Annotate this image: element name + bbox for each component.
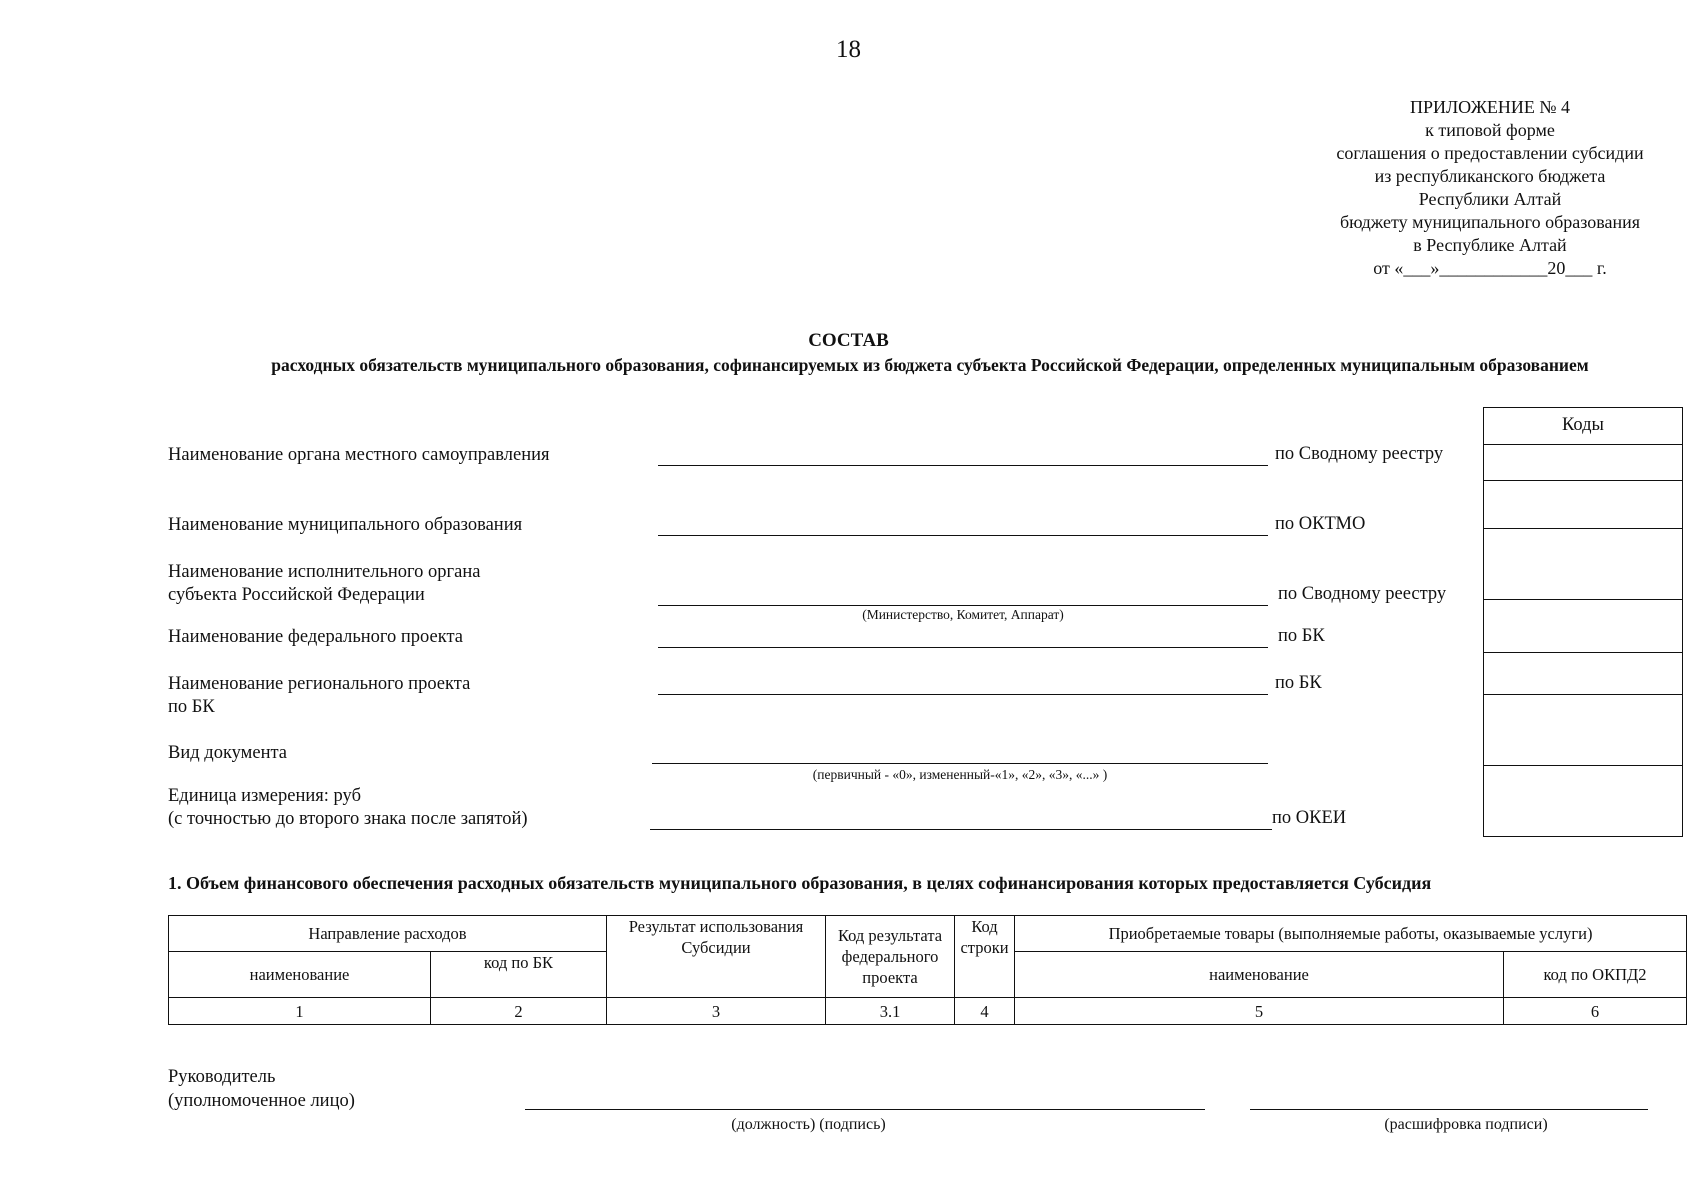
federal-project-label: Наименование федерального проекта <box>168 627 464 647</box>
unit-field[interactable] <box>650 829 1272 830</box>
unit-label-line: Единица измерения: руб <box>168 786 361 806</box>
local-gov-label: Наименование органа местного самоуправления <box>168 445 550 465</box>
local-gov-field[interactable] <box>658 465 1268 466</box>
header-result: Результат использования Субсидии <box>607 916 826 998</box>
column-number: 2 <box>431 998 607 1025</box>
column-number: 4 <box>955 998 1015 1025</box>
signature-label <box>168 1065 355 1113</box>
appendix-header <box>1300 96 1680 280</box>
signature-label-line: (уполномоченное лицо) <box>168 1091 355 1111</box>
municipality-code-label: по ОКТМО <box>1275 514 1366 534</box>
municipality-label: Наименование муниципального образования <box>168 515 523 535</box>
signature-decoding-field[interactable] <box>1250 1109 1648 1110</box>
signature-decoding-hint: (расшифровка подписи) <box>1384 1116 1548 1133</box>
column-number: 3.1 <box>826 998 955 1025</box>
codes-divider <box>1484 694 1682 695</box>
unit-label-line: (с точностью до второго знака после запятой) <box>168 809 528 829</box>
section-1-title: 1. Объем финансового обеспечения расходных обязательств муниципального образования, в целях софинансирования которых предоставляется Субсидия <box>168 873 1432 893</box>
column-number: 5 <box>1015 998 1504 1025</box>
codes-divider <box>1484 528 1682 529</box>
regional-project-label-line: по БК <box>168 697 215 717</box>
column-number: 1 <box>169 998 431 1025</box>
codes-divider <box>1484 599 1682 600</box>
signature-label-line: Руководитель <box>168 1067 276 1087</box>
codes-header: Коды <box>1484 408 1682 445</box>
appendix-line: в Республике Алтай <box>1413 235 1567 255</box>
executive-body-code-label: по Сводному реестру <box>1278 584 1447 604</box>
expenditure-table <box>168 915 1687 1025</box>
unit-code-label: по ОКЕИ <box>1272 808 1347 828</box>
page-number: 18 <box>836 36 861 63</box>
codes-divider <box>1484 652 1682 653</box>
regional-project-code-label: по БК <box>1275 673 1322 693</box>
codes-divider <box>1484 480 1682 481</box>
regional-project-field[interactable] <box>658 694 1268 695</box>
appendix-line: Республики Алтай <box>1418 189 1562 209</box>
federal-project-field[interactable] <box>658 647 1268 648</box>
doc-type-label: Вид документа <box>168 743 288 763</box>
header-goods: Приобретаемые товары (выполняемые работы, оказываемые услуги) <box>1015 916 1687 952</box>
executive-body-label-line: субъекта Российской Федерации <box>168 585 425 605</box>
executive-body-label-line: Наименование исполнительного органа <box>168 562 481 582</box>
header-direction: Направление расходов <box>169 916 607 952</box>
appendix-line: соглашения о предоставлении субсидии <box>1336 143 1644 163</box>
doc-type-field[interactable] <box>652 763 1268 764</box>
appendix-line: ПРИЛОЖЕНИЕ № 4 <box>1409 97 1571 117</box>
column-number: 6 <box>1504 998 1687 1025</box>
municipality-field[interactable] <box>658 535 1268 536</box>
doc-type-hint: (первичный - «0», измененный-«1», «2», «3», «...» ) <box>812 767 1108 782</box>
position-signature-field[interactable] <box>525 1109 1205 1110</box>
executive-body-field[interactable] <box>658 605 1268 606</box>
header-goods-okpd: код по ОКПД2 <box>1504 952 1687 998</box>
document-subtitle: расходных обязательств муниципального образования, софинансируемых из бюджета субъекта Российской Федерации, определенных муниципальным образованием <box>271 355 1589 375</box>
appendix-line: бюджету муниципального образования <box>1339 212 1641 232</box>
appendix-date-line: от «___»____________20___ г. <box>1373 258 1607 278</box>
executive-body-label <box>168 561 480 607</box>
appendix-line: из республиканского бюджета <box>1374 166 1606 186</box>
column-number: 3 <box>607 998 826 1025</box>
header-direction-bk: код по БК <box>431 952 607 998</box>
local-gov-code-label: по Сводному реестру <box>1275 444 1444 464</box>
codes-divider <box>1484 765 1682 766</box>
header-direction-name: наименование <box>169 952 431 998</box>
unit-label <box>168 785 528 831</box>
header-row-code: Код строки <box>955 916 1015 998</box>
regional-project-label <box>168 673 470 719</box>
executive-body-hint: (Министерство, Комитет, Аппарат) <box>862 607 1064 622</box>
codes-box <box>1483 407 1683 837</box>
document-title: СОСТАВ <box>808 330 889 351</box>
federal-project-code-label: по БК <box>1278 626 1325 646</box>
appendix-line: к типовой форме <box>1425 120 1555 140</box>
header-result-code: Код результата федерального проекта <box>826 916 955 998</box>
position-signature-hint: (должность) (подпись) <box>731 1116 886 1133</box>
regional-project-label-line: Наименование регионального проекта <box>168 674 471 694</box>
header-goods-name: наименование <box>1015 952 1504 998</box>
